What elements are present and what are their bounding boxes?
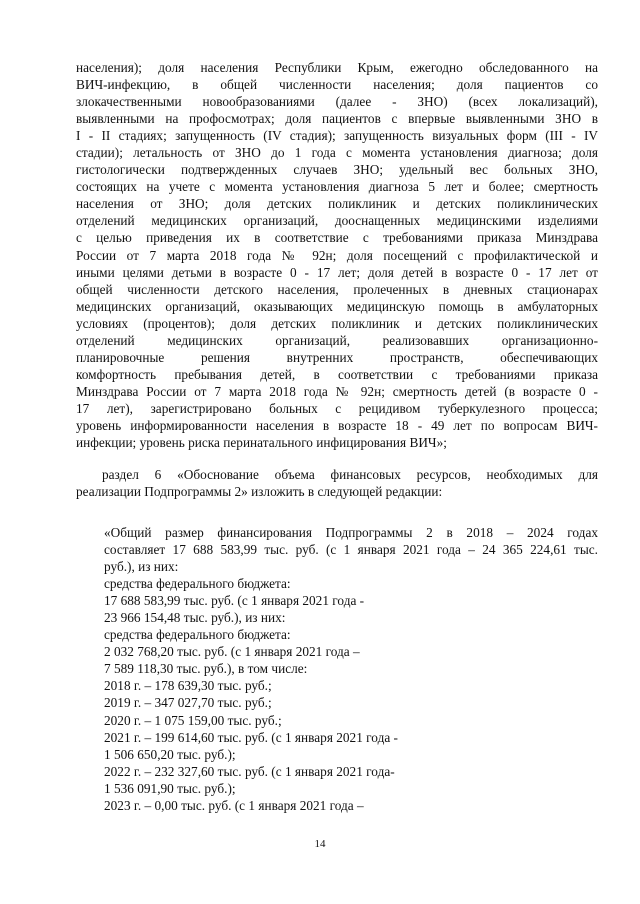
text-line: 17 лет), зарегистрировано больных с рецидивом туберкулезного процесса; [76, 400, 598, 416]
text-line: выявленными на профосмотрах; доля пациентов с впервые выявленными ЗНО в [76, 111, 598, 127]
text-line: руб.), из них: [104, 559, 179, 575]
text-line: планировочные решения внутренних пространств, обеспечивающих [76, 349, 598, 365]
page-number: 14 [314, 838, 326, 850]
text-line: «Общий размер финансирования Подпрограммы 2 в 2018 – 2024 годах [104, 525, 598, 540]
text-line: 2 032 768,20 тыс. руб. (с 1 января 2021 года – [104, 644, 360, 660]
text-line: населения); доля населения Республики Крым, ежегодно обследованного на [76, 60, 598, 75]
text-line: ВИЧ-инфекцию, в общей численности населения; доля пациентов со [76, 77, 598, 93]
text-line: 2023 г. – 0,00 тыс. руб. (с 1 января 2021 года – [104, 797, 364, 813]
text-line: медицинских организаций, оказывающих медицинскую помощь в амбулаторных [76, 298, 598, 314]
text-line: 2018 г. – 178 639,30 тыс. руб.; [104, 678, 272, 694]
financing-quote-block [104, 524, 598, 814]
text-line: 1 506 650,20 тыс. руб.); [104, 746, 236, 762]
text-line: 2021 г. – 199 614,60 тыс. руб. (с 1 января 2021 года - [104, 729, 398, 745]
text-line: населения от ЗНО; доля детских поликлиник и детских поликлинических [76, 196, 598, 212]
text-line: уровень информированности населения в возрасте 18 - 49 лет по вопросам ВИЧ- [76, 417, 598, 433]
text-line: Минздрава России от 7 марта 2018 года № 92н; смертность детей (в возрасте 0 - [76, 383, 598, 399]
text-line: иными целями детьми в возрасте 0 - 17 лет; доля детей в возрасте 0 - 17 лет от [76, 264, 598, 280]
text-line: 2022 г. – 232 327,60 тыс. руб. (с 1 января 2021 года- [104, 763, 395, 779]
text-line: условиях (процентов); доля детских поликлиник и детских поликлинических [76, 315, 598, 331]
text-line: комфортность пребывания детей, в соответствии с требованиями приказа [76, 366, 598, 382]
text-line: 7 589 118,30 тыс. руб.), в том числе: [104, 661, 308, 677]
text-line: инфекции; уровень риска перинатального инфицирования ВИЧ»; [76, 435, 447, 451]
text-line: гистологически подтвержденных случаев ЗНО; удельный вес больных ЗНО, [76, 162, 598, 178]
text-line: общей численности детского населения, пролеченных в дневных стационарах [76, 281, 598, 297]
text-line: стадии); летальность от ЗНО до 1 года с момента установления диагноза; доля [76, 145, 598, 161]
text-line: средства федерального бюджета: [104, 576, 291, 592]
text-line: состоящих на учете с момента установления диагноза 5 лет и более; смертность [76, 179, 598, 195]
text-line: злокачественными новообразованиями (далее - ЗНО) (всех локализаций), [76, 94, 598, 110]
text-line: России от 7 марта 2018 года № 92н; доля посещений с профилактической и [76, 247, 598, 263]
text-line: 1 536 091,90 тыс. руб.); [104, 780, 236, 796]
text-line: раздел 6 «Обоснование объема финансовых ресурсов, необходимых для [102, 467, 598, 482]
text-line: составляет 17 688 583,99 тыс. руб. (с 1 января 2021 года – 24 365 224,61 тыс. [104, 542, 598, 558]
text-line: отделений медицинских организаций, дооснащенных медицинскими изделиями [76, 213, 598, 229]
text-line: 2020 г. – 1 075 159,00 тыс. руб.; [104, 712, 282, 728]
text-line: отделений медицинских организаций, реализовавших организационно- [76, 332, 598, 348]
text-line: реализации Подпрограммы 2» изложить в следующей редакции: [76, 484, 443, 500]
text-line: 17 688 583,99 тыс. руб. (с 1 января 2021 года - [104, 593, 365, 609]
paragraph-indicators [76, 59, 598, 451]
paragraph-section-6-intro [76, 466, 598, 500]
text-line: 2019 г. – 347 027,70 тыс. руб.; [104, 695, 272, 711]
text-line: средства федерального бюджета: [104, 627, 291, 643]
text-line: с целью приведения их в соответствие с требованиями приказа Минздрава [76, 230, 598, 246]
text-line: I - II стадиях; запущенность (IV стадия); запущенность визуальных форм (III - IV [76, 128, 598, 144]
text-line: 23 966 154,48 тыс. руб.), из них: [104, 610, 286, 626]
